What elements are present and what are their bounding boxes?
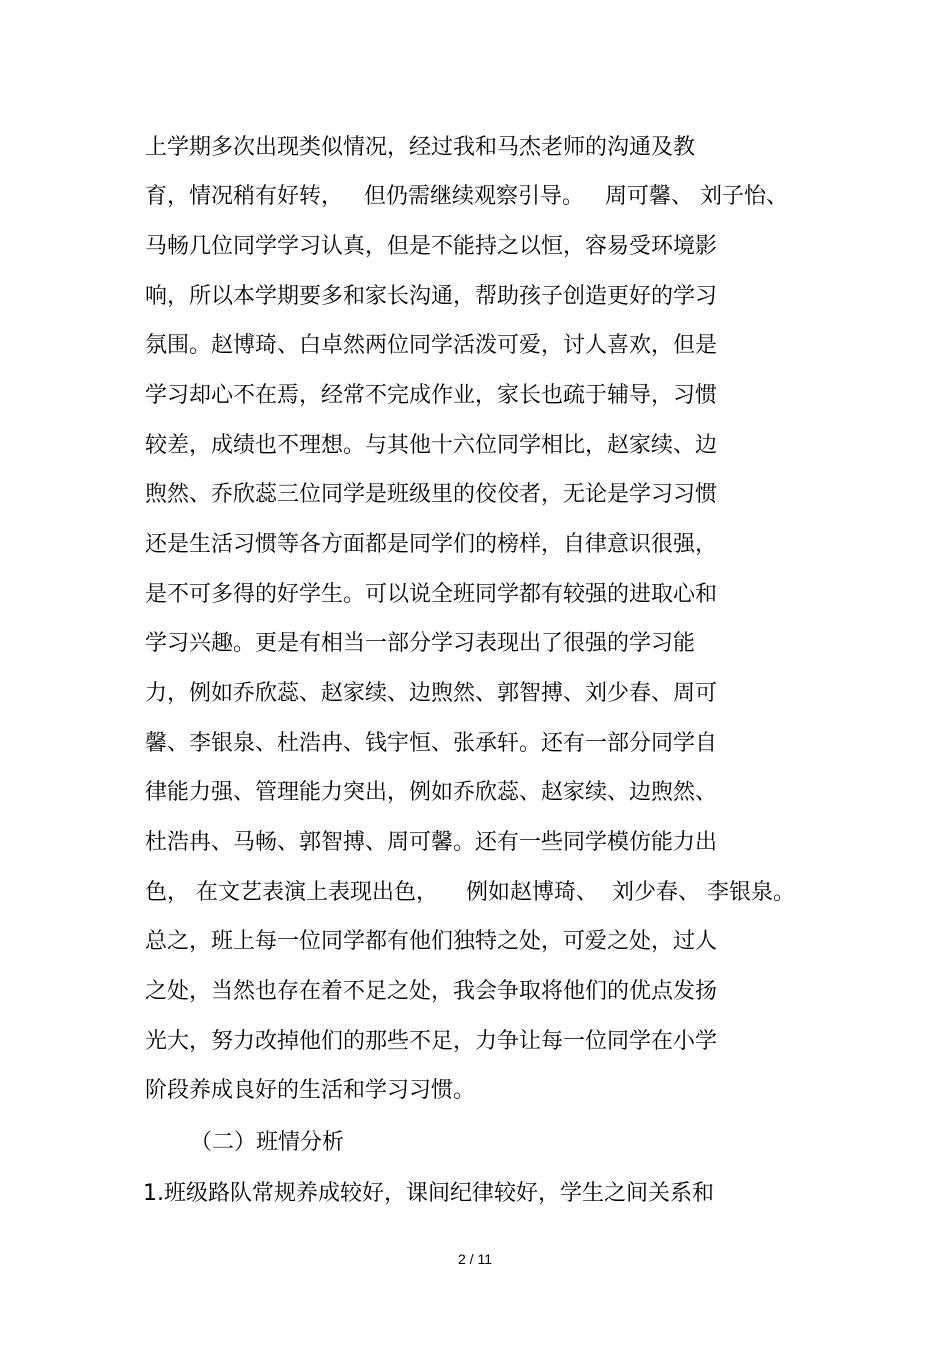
page-number: 2 / 11 xyxy=(458,1251,492,1267)
body-line-14: 律能力强、管理能力突出，例如乔欣蕊、赵家续、边煦然、 xyxy=(145,780,718,805)
body-line-11: 学习兴趣。更是有相当一部分学习表现出了很强的学习能 xyxy=(145,631,696,656)
body-line-18: 之处，当然也存在着不足之处，我会争取将他们的优点发扬 xyxy=(145,979,718,1004)
body-line-3: 马畅几位同学学习认真，但是不能持之以恒，容易受环境影 xyxy=(145,234,718,259)
body-line-9: 还是生活习惯等各方面都是同学们的榜样，自律意识很强， xyxy=(145,532,718,557)
body-line-2: 育，情况稍有好转， 但仍需继续观察引导。 周可馨、 刘子怡、 xyxy=(145,184,788,209)
body-line-7: 较差，成绩也不理想。与其他十六位同学相比，赵家续、边 xyxy=(145,433,718,458)
body-line-17: 总之，班上每一位同学都有他们独特之处，可爱之处，过人 xyxy=(145,929,718,954)
body-line-20: 阶段养成良好的生活和学习习惯。 xyxy=(145,1078,476,1103)
body-line-19: 光大，努力改掉他们的那些不足，力争让每一位同学在小学 xyxy=(145,1029,718,1054)
body-line-10: 是不可多得的好学生。可以说全班同学都有较强的进取心和 xyxy=(145,582,718,607)
body-line-4: 响，所以本学期要多和家长沟通，帮助孩子创造更好的学习 xyxy=(145,284,718,309)
section-heading: （二）班情分析 xyxy=(190,1130,345,1155)
list-item-1: 1.班级路队常规养成较好，课间纪律较好，学生之间关系和 xyxy=(143,1181,714,1206)
body-line-6: 学习却心不在焉，经常不完成作业，家长也疏于辅导，习惯 xyxy=(145,383,718,408)
body-line-16: 色， 在文艺表演上表现出色， 例如赵博琦、 刘少春、 李银泉。 xyxy=(145,880,795,905)
body-line-5: 氛围。赵博琦、白卓然两位同学活泼可爱，讨人喜欢，但是 xyxy=(145,333,718,358)
body-line-15: 杜浩冉、马畅、郭智搏、周可馨。还有一些同学模仿能力出 xyxy=(145,830,718,855)
body-line-12: 力，例如乔欣蕊、赵家续、边煦然、郭智搏、刘少春、周可 xyxy=(145,681,718,706)
body-line-8: 煦然、乔欣蕊三位同学是班级里的佼佼者，无论是学习习惯 xyxy=(145,482,718,507)
body-line-1: 上学期多次出现类似情况，经过我和马杰老师的沟通及教 xyxy=(145,135,696,160)
body-line-13: 馨、李银泉、杜浩冉、钱宇恒、张承轩。还有一部分同学自 xyxy=(145,731,718,756)
